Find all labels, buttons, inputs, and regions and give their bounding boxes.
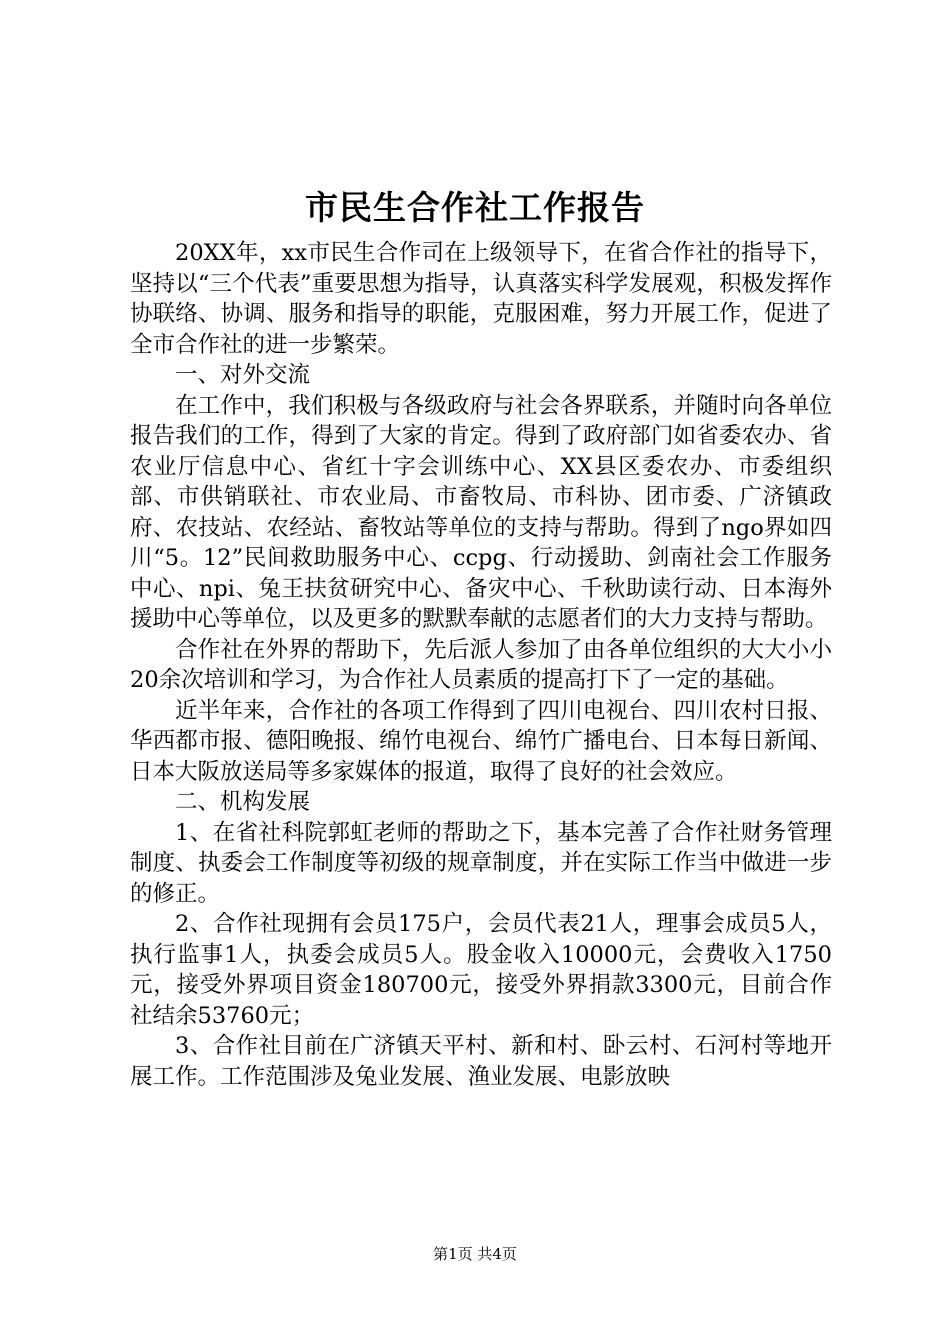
intro-paragraph: 20XX年，xx市民生合作司在上级领导下，在省合作社的指导下，坚持以“三个代表”重要思想为指导，认真落实科学发展观，积极发挥作协联络、协调、服务和指导的职能，克服困难，努力开展工作，促进了全市合作社的进一步繁荣。 — [130, 240, 832, 358]
paragraph-media-coverage: 近半年来，合作社的各项工作得到了四川电视台、四川农村日报、华西都市报、德阳晚报、绵竹电视台、绵竹广播电台、日本每日新闻、日本大阪放送局等多家媒体的报道，取得了良好的社会效应。 — [130, 697, 832, 785]
page-number-footer: 第1页 共4页 — [433, 1245, 517, 1263]
paragraph-item-1: 1、在省社科院郭虹老师的帮助之下，基本完善了合作社财务管理制度、执委会工作制度等初级的规章制度，并在实际工作当中做进一步的修正。 — [130, 819, 832, 907]
paragraph-item-3: 3、合作社目前在广济镇天平村、新和村、卧云村、石河村等地开展工作。工作范围涉及兔业发展、渔业发展、电影放映 — [130, 1033, 832, 1090]
document-title: 市民生合作社工作报告 — [305, 188, 645, 227]
paragraph-external-support: 在工作中，我们积极与各级政府与社会各界联系，并随时向各单位报告我们的工作，得到了大家的肯定。得到了政府部门如省委农办、省农业厅信息中心、省红十字会训练中心、XX县区委农办、市委组织部、市供销联社、市农业局、市畜牧局、市科协、团市委、广济镇政府、农技站、农经站、畜牧站等单位的支持与帮助。得到了ngo界如四川“5。12”民间救助服务中心、ccpg、行动援助、剑南社会工作服务中心、npi、兔王扶贫研究中心、备灾中心、千秋助读行动、日本海外援助中心等单位，以及更多的默默奉献的志愿者们的大力支持与帮助。 — [130, 392, 832, 632]
section-heading-organization: 二、机构发展 — [175, 789, 311, 815]
document-body — [130, 238, 832, 1092]
paragraph-item-2: 2、合作社现拥有会员175户，会员代表21人，理事会成员5人，执行监事1人，执委会成员5人。股金收入10000元，会费收入1750元，接受外界项目资金180700元，接受外界捐款3300元，目前合作社结余53760元； — [130, 911, 832, 1029]
section-heading-external-exchange: 一、对外交流 — [175, 362, 311, 388]
paragraph-training: 合作社在外界的帮助下，先后派人参加了由各单位组织的大大小小20余次培训和学习，为合作社人员素质的提高打下了一定的基础。 — [130, 636, 832, 693]
